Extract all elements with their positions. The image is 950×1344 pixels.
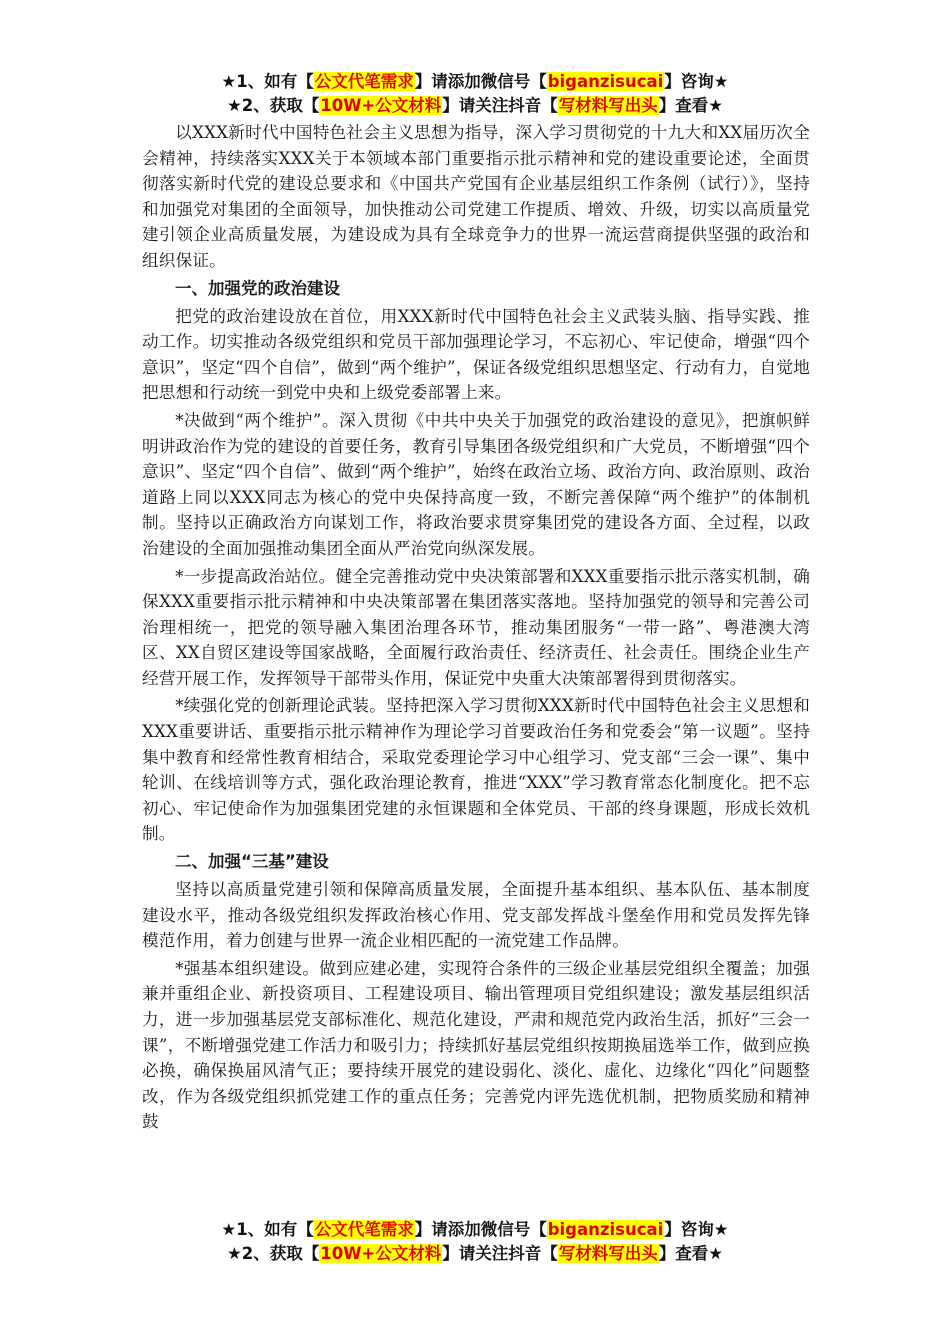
intro-paragraph: 以XXX新时代中国特色社会主义思想为指导，深入学习贯彻党的十九大和XX届历次全会精神，持续落实XXX关于本领域本部门重要指示批示精神和党的建设重要论述，全面贯彻落实新时代党的建设总要求和《中国共产党国有企业基层组织工作条例（试行）》，坚持和加强党对集团的全面领导，加快推动公司党建工作提质、增效、升级，切实以高质量党建引领企业高质量发展，为建设成为具有全球竞争力的世界一流运营商提供坚强的政治和组织保证。 <box>142 123 810 270</box>
body-paragraph: *强基本组织建设。做到应建必建，实现符合条件的三级企业基层党组织全覆盖；加强兼并重组企业、新投资项目、工程建设项目、输出管理项目党组织建设；激发基层组织活力，进一步加强基层党支部标准化、规范化建设，严肃和规范党内政治生活，抓好“三会一课”，不断增强党建工作活力和吸引力；持续抓好基层党组织按期换届选举工作，做到应换必换，确保换届风清气正；要持续开展党的建设弱化、淡化、虚化、边缘化“四化”问题整改，作为各级党组织抓党建工作的重点任务；完善党内评先选优机制，把物质奖励和精神鼓 <box>142 958 810 1132</box>
promo-line-1: ★1、如有【公文代笔需求】请添加微信号【biganzisucai】咨询★ <box>221 72 729 91</box>
promo-line-1: ★1、如有【公文代笔需求】请添加微信号【biganzisucai】咨询★ <box>221 1220 729 1239</box>
body-paragraph: *决做到“两个维护”。深入贯彻《中共中央关于加强党的政治建设的意见》，把旗帜鲜明讲政治作为党的建设的首要任务，教育引导集团各级党组织和广大党员，不断增强“四个意识”、坚定“四个自信”、做到“两个维护”，始终在政治立场、政治方向、政治原则、政治道路上同以XXX同志为核心的党中央保持高度一致，不断完善保障“两个维护”的体制机制。坚持以正确政治方向谋划工作，将政治要求贯穿集团党的建设各方面、全过程，以政治建设的全面加强推动集团全面从严治党向纵深发展。 <box>142 410 810 558</box>
promo-highlight: 写材料写出头 <box>558 96 658 115</box>
promo-highlight: 公文代笔需求 <box>314 72 414 91</box>
promo-line-2: ★2、获取【10W+公文材料】请关注抖音【写材料写出头】查看★ <box>226 96 724 115</box>
section-heading-2: 二、加强“三基”建设 <box>175 852 329 872</box>
bottom-promo-banner <box>0 1218 950 1266</box>
promo-highlight: biganzisucai <box>547 1220 664 1239</box>
document-body <box>142 120 810 1137</box>
promo-line-2: ★2、获取【10W+公文材料】请关注抖音【写材料写出头】查看★ <box>226 1244 724 1263</box>
promo-highlight: 公文代笔需求 <box>314 1220 414 1239</box>
promo-highlight: 10W+公文材料 <box>320 96 442 115</box>
section-heading-1: 一、加强党的政治建设 <box>175 278 340 298</box>
body-paragraph: 把党的政治建设放在首位，用XXX新时代中国特色社会主义武装头脑、指导实践、推动工作。切实推动各级党组织和党员干部加强理论学习，不忘初心、牢记使命，增强“四个意识”，坚定“四个自信”，做到“两个维护”，保证各级党组织思想坚定、行动有力，自觉地把思想和行动统一到党中央和上级党委部署上来。 <box>142 306 810 403</box>
promo-highlight: 10W+公文材料 <box>320 1244 442 1263</box>
promo-highlight: biganzisucai <box>547 72 664 91</box>
top-promo-banner <box>0 70 950 118</box>
body-paragraph: *一步提高政治站位。健全完善推动党中央决策部署和XXX重要指示批示落实机制，确保XXX重要指示批示精神和中央决策部署在集团落实落地。坚持加强党的领导和完善公司治理相统一，把党的领导融入集团治理各环节，推动集团服务“一带一路”、粤港澳大湾区、XX自贸区建设等国家战略，全面履行政治责任、经济责任、社会责任。围绕企业生产经营开展工作，发挥领导干部带头作用，保证党中央重大决策部署得到贯彻落实。 <box>142 566 810 688</box>
promo-highlight: 写材料写出头 <box>558 1244 658 1263</box>
body-paragraph: 坚持以高质量党建引领和保障高质量发展，全面提升基本组织、基本队伍、基本制度建设水平，推动各级党组织发挥政治核心作用、党支部发挥战斗堡垒作用和党员发挥先锋模范作用，着力创建与世界一流企业相匹配的一流党建工作品牌。 <box>142 880 810 951</box>
body-paragraph: *续强化党的创新理论武装。坚持把深入学习贯彻XXX新时代中国特色社会主义思想和XXX重要讲话、重要指示批示精神作为理论学习首要政治任务和党委会“第一议题”。坚持集中教育和经常性教育相结合，采取党委理论学习中心组学习、党支部“三会一课”、集中轮训、在线培训等方式，强化政治理论教育，推进“XXX”学习教育常态化制度化。把不忘初心、牢记使命作为加强集团党建的永恒课题和全体党员、干部的终身课题，形成长效机制。 <box>142 696 810 844</box>
